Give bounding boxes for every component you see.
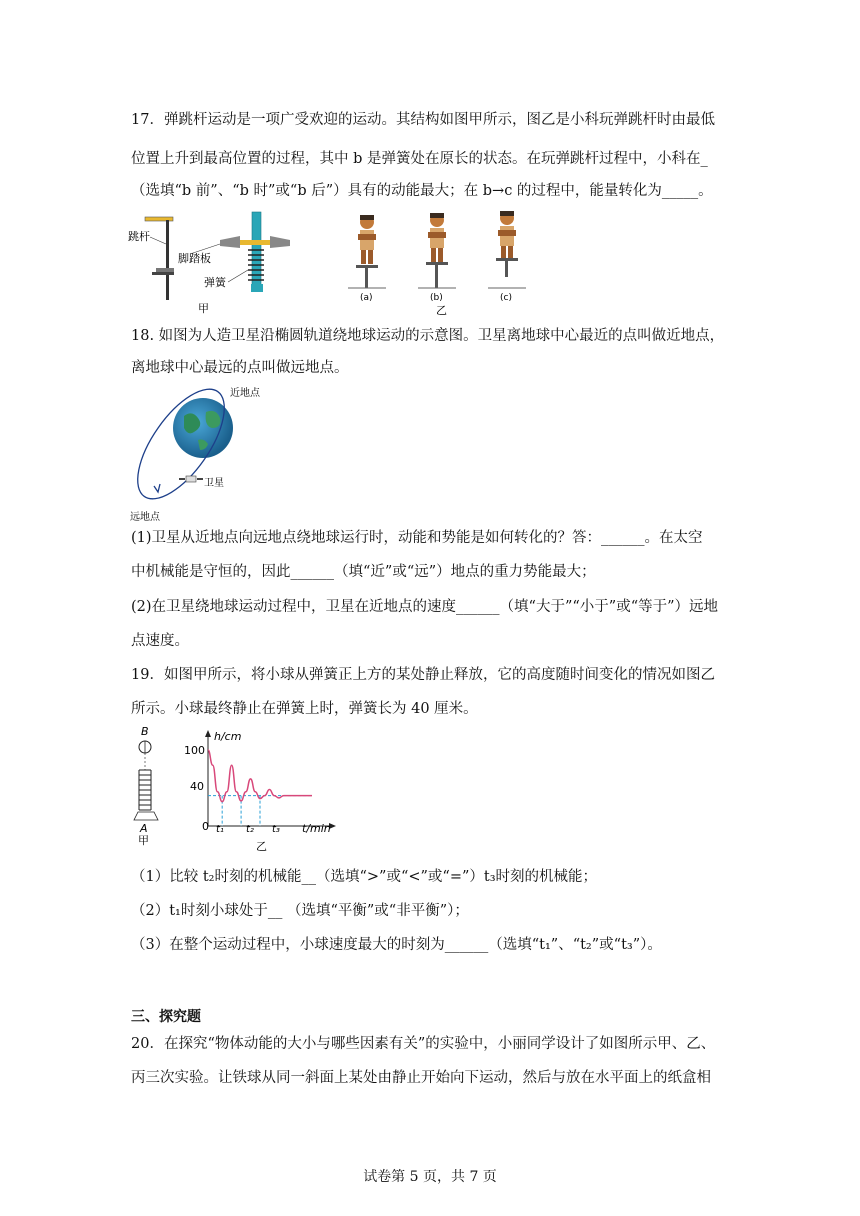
x-tick-t2: t₂	[246, 824, 254, 835]
chart-caption: 乙	[256, 840, 267, 853]
q19-line-2: 所示。小球最终静止在弹簧上时，弹簧长为 40 厘米。	[131, 701, 478, 717]
height-series-line	[208, 750, 312, 802]
label-a: A	[140, 822, 148, 835]
section-title: 三、探究题	[131, 1009, 201, 1025]
fig-yi-caption: 乙	[436, 304, 447, 316]
perigee-label: 近地点	[230, 388, 260, 399]
q17-line-2: 位置上升到最高位置的过程，其中 b 是弹簧处在原长的状态。在玩弹跳杆过程中，小科在_	[131, 151, 708, 167]
q20-line-1: 20．在探究“物体动能的大小与哪些因素有关”的实验中，小丽同学设计了如图所示甲、乙、	[131, 1036, 716, 1052]
x-axis-label: t/min	[302, 822, 331, 835]
q20-line-2: 丙三次实验。让铁球从同一斜面上某处由静止开始向下运动，然后与放在水平面上的纸盒相	[131, 1070, 711, 1086]
q18-line-2: 离地球中心最远的点叫做远地点。	[131, 360, 349, 376]
apogee-label: 远地点	[130, 512, 160, 523]
satellite-icon	[179, 476, 203, 482]
spring-ball-figure-jia	[128, 722, 168, 846]
q17-line-3: （选填“b 前”、“b 时”或“b 后”）具有的动能最大；在 b→c 的过程中，能量转化为_____。	[131, 183, 713, 199]
pogo-stick-figure-jia	[128, 210, 298, 316]
x-tick-t1: t₁	[216, 824, 224, 835]
y-axis-label: h/cm	[214, 730, 242, 743]
satellite-orbit-figure	[126, 382, 266, 524]
q19-sub2: （2）t₁时刻小球处于__ （选填“平衡”或“非平衡”）；	[131, 903, 469, 919]
label-pedal: 脚踏板	[178, 252, 211, 265]
q18-sub1-line-1: (1)卫星从近地点向远地点绕地球运行时，动能和势能是如何转化的？答：______。在太空	[131, 530, 703, 546]
kid-label-a: (a)	[360, 293, 373, 303]
q18-sub2-line-1: (2)在卫星绕地球运动过程中，卫星在近地点的速度______（填“大于”“小于”或“等于”）远地	[131, 599, 719, 615]
satellite-label: 卫星	[204, 478, 224, 489]
fig-jia-caption-19: 甲	[138, 834, 149, 846]
page-footer: 试卷第 5 页，共 7 页	[363, 1169, 497, 1185]
label-rod: 跳杆	[128, 230, 150, 243]
label-b: B	[141, 725, 149, 738]
q18-sub1-line-2: 中机械能是守恒的，因此______（填“近”或“远”）地点的重力势能最大；	[131, 564, 596, 580]
kid-a	[348, 215, 386, 288]
kid-b	[418, 213, 456, 288]
q19-sub3: （3）在整个运动过程中，小球速度最大的时刻为______（选填“t₁”、“t₂”或“t₃”）。	[131, 937, 662, 953]
fig-jia-caption: 甲	[198, 302, 209, 315]
kid-c	[488, 211, 526, 288]
y-tick-100: 100	[184, 744, 205, 757]
q19-line-1: 19．如图甲所示，将小球从弹簧正上方的某处静止释放，它的高度随时间变化的情况如图乙	[131, 667, 715, 683]
q18-sub2-line-2: 点速度。	[131, 633, 189, 649]
q17-line-1: 17．弹跳杆运动是一项广受欢迎的运动。其结构如图甲所示，图乙是小科玩弹跳杆时由最低	[131, 112, 715, 128]
y-tick-40: 40	[190, 780, 204, 793]
label-spring: 弹簧	[204, 276, 226, 289]
kid-label-c: (c)	[500, 293, 512, 303]
origin-label: 0	[202, 820, 209, 833]
kid-label-b: (b)	[430, 293, 443, 303]
x-tick-t3: t₃	[272, 824, 280, 835]
pogo-kid-figure-yi	[340, 210, 540, 316]
q19-sub1: （1）比较 t₂时刻的机械能__（选填“>”或“<”或“=”）t₃时刻的机械能；	[131, 869, 598, 885]
q18-line-1: 18. 如图为人造卫星沿椭圆轨道绕地球运动的示意图。卫星离地球中心最近的点叫做近地点，	[131, 328, 725, 344]
height-time-chart	[180, 726, 340, 856]
